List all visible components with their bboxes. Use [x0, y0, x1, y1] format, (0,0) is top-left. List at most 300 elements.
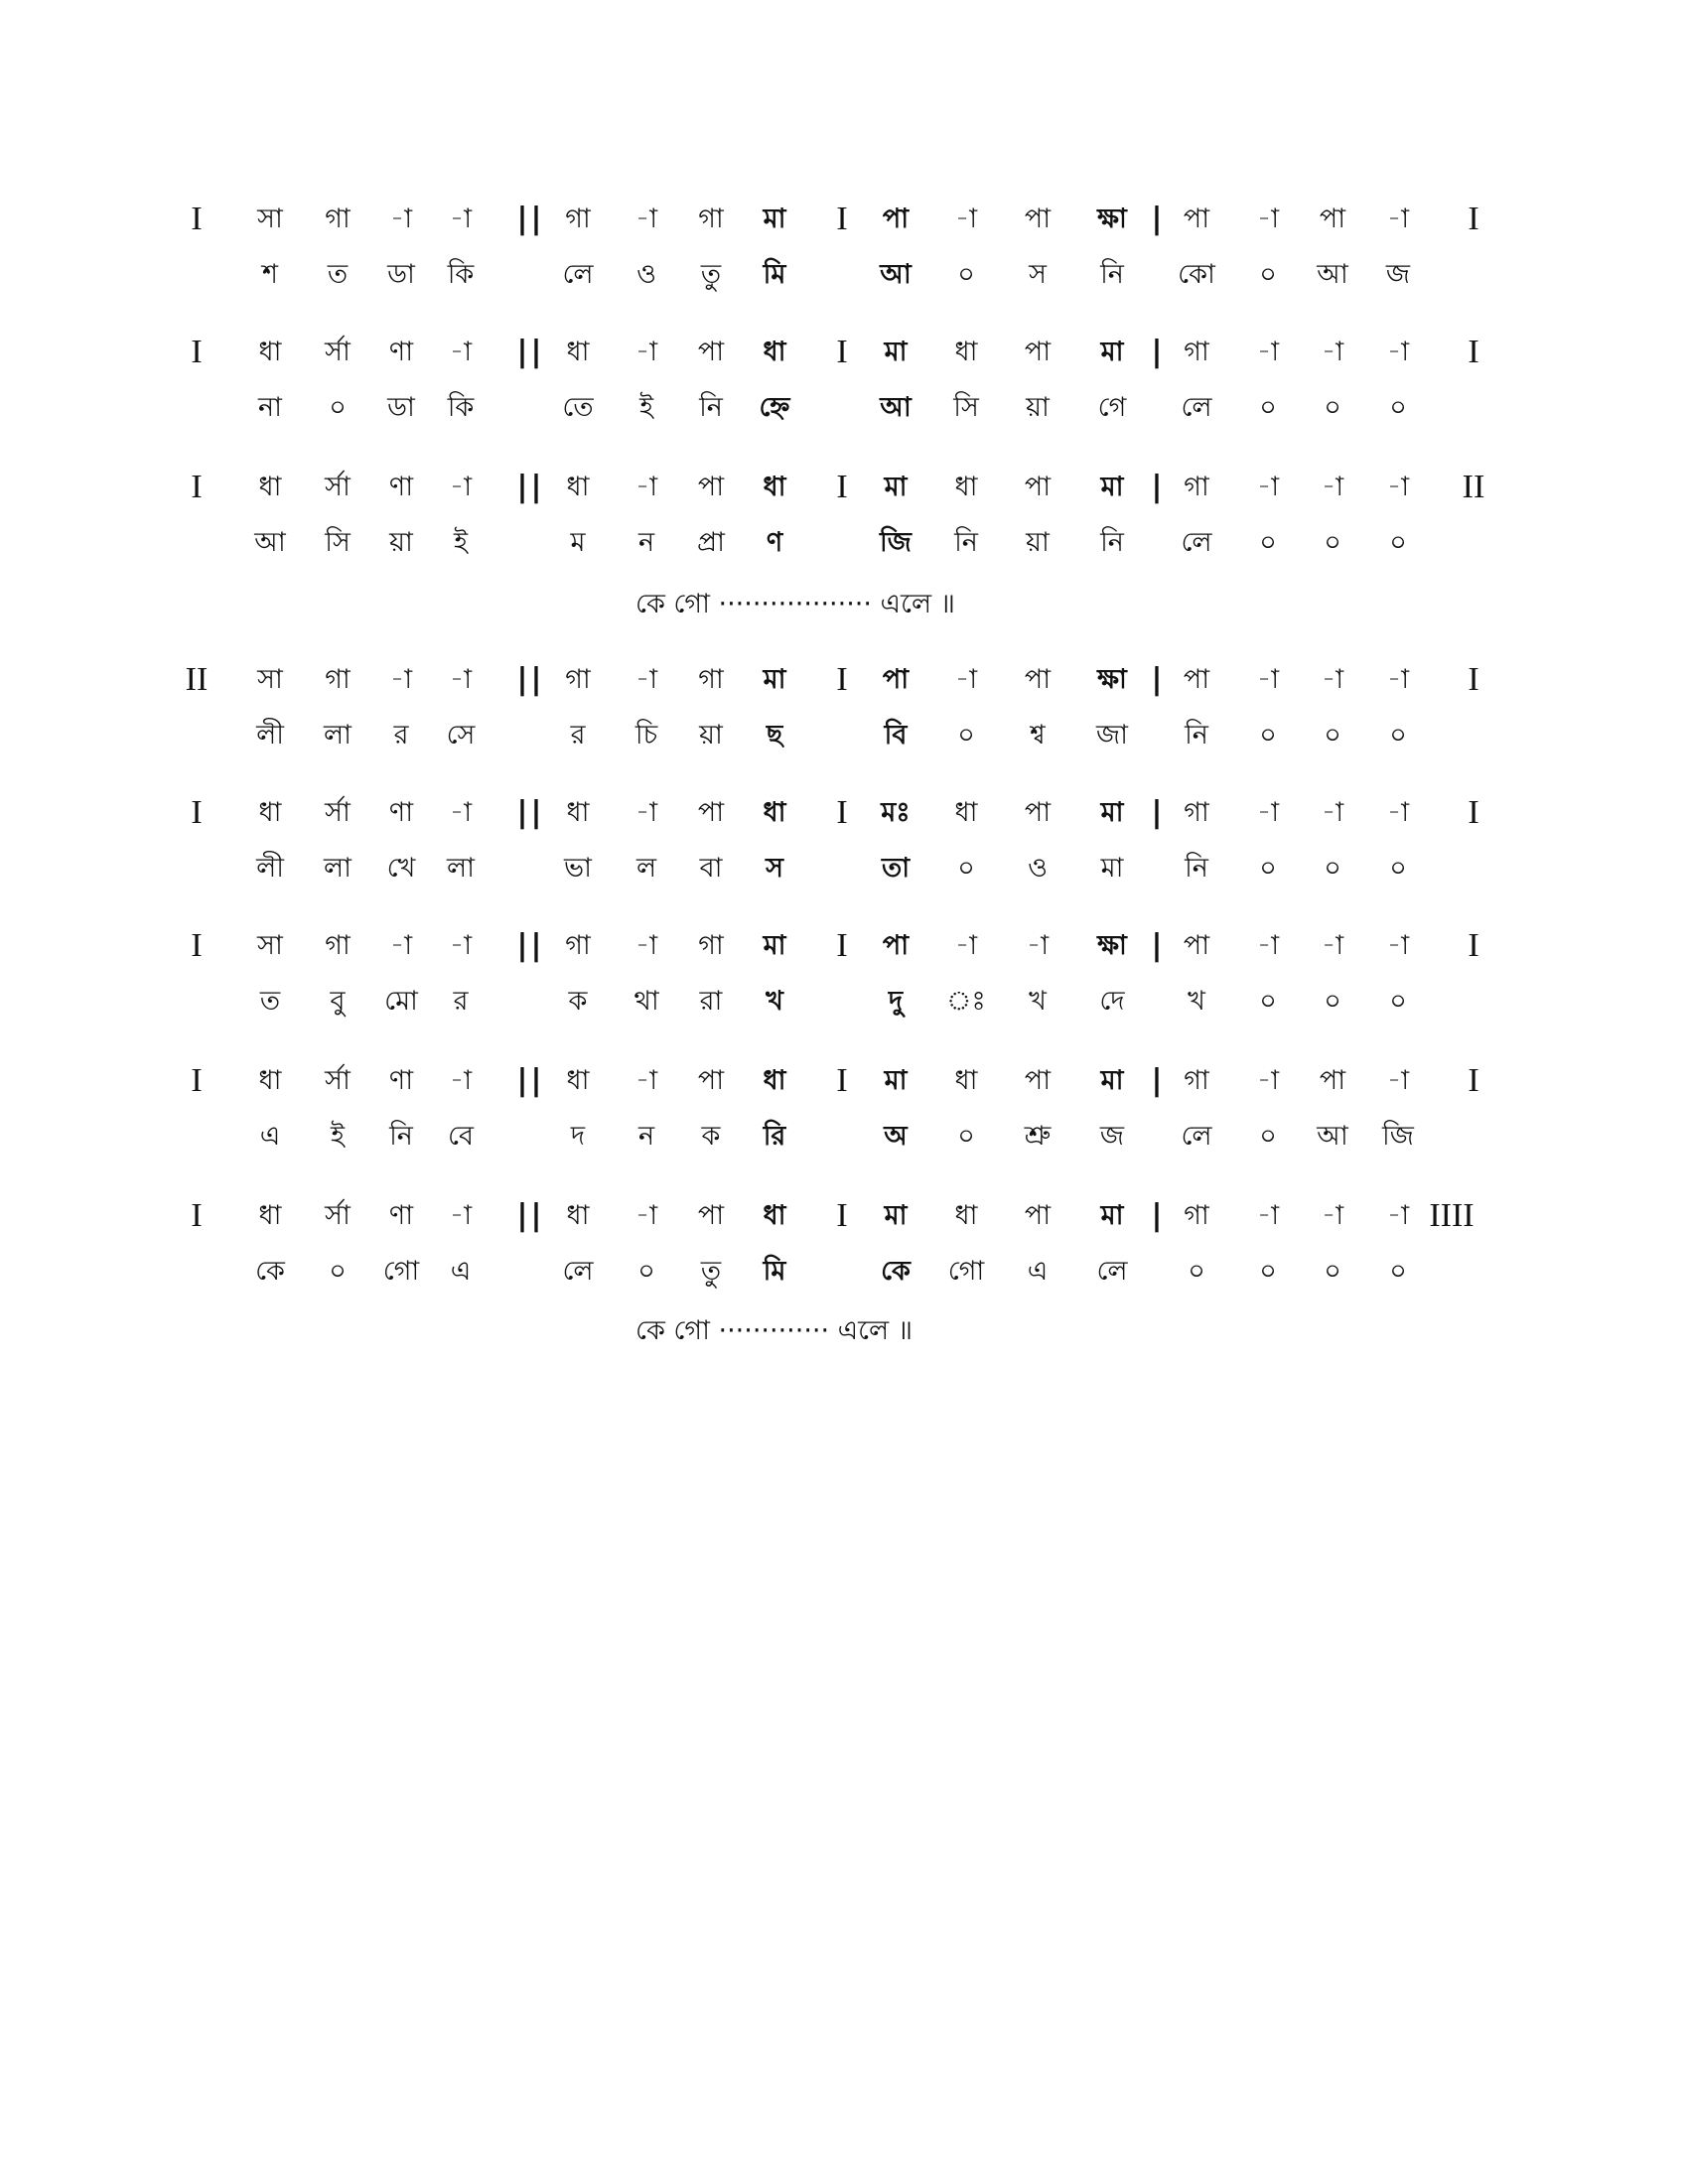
lyric-syllable: গো [382, 1256, 420, 1287]
lyric-syllable: ০ [329, 392, 347, 423]
note-symbol: মা [1100, 472, 1124, 502]
note-symbol: মা [884, 1065, 908, 1096]
note-symbol: গা [1184, 337, 1209, 367]
note-symbol: সা [257, 930, 283, 961]
lyric-syllable: এ [259, 1121, 281, 1152]
note-symbol: ধা [954, 1065, 978, 1096]
note-symbol: ক্ষা [1097, 930, 1127, 961]
note-symbol: ধা [258, 797, 282, 828]
note-symbol: -া [954, 930, 978, 961]
lyric-syllable: খ [1188, 986, 1205, 1017]
note-symbol: ণা [388, 337, 414, 367]
lyric-syllable: ০ [1389, 1256, 1407, 1287]
note-symbol: -া [634, 337, 658, 367]
lyric-syllable: ০ [1389, 527, 1407, 558]
note-symbol: গা [1184, 1200, 1209, 1231]
lyric-syllable: শ [262, 259, 278, 290]
note-symbol: গা [325, 930, 351, 961]
bar-marker: | [1151, 662, 1163, 697]
bar-marker: I [191, 927, 203, 964]
lyric-syllable: জ [1385, 259, 1411, 290]
note-symbol: -া [1256, 797, 1280, 828]
note-symbol: ধা [258, 1200, 282, 1231]
bar-marker: | [516, 202, 528, 236]
note-symbol: মা [1100, 1065, 1124, 1096]
note-symbol: গা [565, 664, 591, 695]
lyric-syllable: ম [570, 527, 586, 558]
note-symbol: -া [389, 204, 413, 234]
lyric-syllable: ০ [957, 259, 975, 290]
lyric-syllable: ন [637, 1121, 655, 1152]
lyric-syllable: মি [763, 1256, 786, 1287]
lyric-syllable: অ [884, 1121, 908, 1152]
lyric-syllable: লী [256, 853, 284, 884]
note-symbol: পা [1024, 337, 1052, 367]
lyric-syllable: ০ [1324, 720, 1341, 751]
notation-block [0, 465, 1688, 564]
note-symbol: -া [1386, 664, 1410, 695]
lyric-syllable: ০ [637, 1256, 655, 1287]
lyric-syllable: নি [699, 392, 723, 423]
note-symbol: -া [1386, 930, 1410, 961]
note-symbol: পা [697, 472, 725, 502]
notation-block [0, 1193, 1688, 1293]
note-symbol: গা [1184, 472, 1209, 502]
lyrics-line [0, 713, 1688, 758]
note-symbol: -া [1386, 797, 1410, 828]
note-symbol: পা [882, 204, 910, 234]
lyric-syllable: শ্রু [1024, 1121, 1052, 1152]
lyric-syllable: নি [389, 1121, 413, 1152]
note-symbol: ধা [258, 472, 282, 502]
bar-marker: I [1468, 201, 1479, 237]
lyric-syllable: য়া [1026, 392, 1050, 423]
bar-marker: I [191, 1062, 203, 1099]
lyric-syllable: খ [766, 986, 783, 1017]
lyric-syllable: মা [1100, 853, 1124, 884]
note-symbol: ক্ষা [1097, 664, 1127, 695]
lyric-syllable: ০ [1324, 1256, 1341, 1287]
note-symbol: -া [1386, 1200, 1410, 1231]
note-symbol: ণা [388, 472, 414, 502]
lyric-syllable: তু [700, 1256, 722, 1287]
note-symbol: -া [449, 797, 473, 828]
lyric-syllable: ০ [1259, 392, 1277, 423]
lyric-syllable: নি [1185, 853, 1208, 884]
note-symbol: র্সা [325, 1065, 351, 1096]
lyric-syllable: আ [880, 259, 912, 290]
lyric-syllable: ণ [766, 527, 783, 558]
lyric-syllable: র [570, 720, 586, 751]
lyric-syllable: য়া [699, 720, 723, 751]
bar-marker: I [191, 469, 203, 505]
note-symbol: -া [1256, 664, 1280, 695]
lyric-syllable: মি [763, 259, 786, 290]
note-symbol: ধা [566, 797, 590, 828]
swaralipi-line [0, 197, 1688, 242]
note-symbol: পা [1319, 204, 1346, 234]
lyric-syllable: ল [635, 853, 657, 884]
lyric-syllable: রা [699, 986, 723, 1017]
lyric-syllable: ও [1028, 853, 1048, 884]
note-symbol: -া [1321, 472, 1344, 502]
bar-marker: | [516, 795, 528, 830]
bar-marker: | [530, 1063, 542, 1098]
note-symbol: ধা [258, 337, 282, 367]
bar-marker: I [1468, 927, 1479, 964]
lyric-syllable: কি [447, 392, 475, 423]
bar-marker: II [185, 661, 209, 698]
lyric-syllable: র [393, 720, 409, 751]
lyric-syllable: ০ [1324, 986, 1341, 1017]
note-symbol: পা [1183, 204, 1210, 234]
lyric-syllable: হ্নে [759, 392, 790, 423]
lyric-syllable: খে [386, 853, 416, 884]
bar-marker: | [1151, 928, 1163, 963]
lyric-syllable: ০ [1389, 986, 1407, 1017]
note-symbol: -া [449, 337, 473, 367]
note-symbol: -া [449, 472, 473, 502]
note-symbol: মা [884, 1200, 908, 1231]
lyric-syllable: লা [447, 853, 475, 884]
lyric-syllable: ০ [1324, 527, 1341, 558]
note-symbol: -া [634, 930, 658, 961]
swaralipi-line [0, 1193, 1688, 1239]
lyric-syllable: জি [1382, 1121, 1414, 1152]
bar-marker: | [530, 795, 542, 830]
note-symbol: র্সা [325, 337, 351, 367]
note-symbol: মঃ [881, 797, 911, 828]
note-symbol: ণা [388, 1200, 414, 1231]
lyric-syllable: ০ [1324, 392, 1341, 423]
lyric-syllable: ০ [957, 853, 975, 884]
lyric-syllable: ছ [766, 720, 783, 751]
lyric-syllable: খ [1029, 986, 1047, 1017]
lyric-syllable: লে [562, 1256, 594, 1287]
swaralipi-line [0, 1058, 1688, 1104]
swaralipi-line [0, 465, 1688, 510]
bar-marker: | [1151, 795, 1163, 830]
note-symbol: ধা [954, 797, 978, 828]
note-symbol: র্সা [325, 797, 351, 828]
note-symbol: গা [325, 664, 351, 695]
lyric-syllable: লা [324, 853, 352, 884]
note-symbol: পা [697, 1200, 725, 1231]
bar-marker: I [836, 201, 848, 237]
notation-block [0, 790, 1688, 889]
note-symbol: পা [1183, 930, 1210, 961]
bar-marker: I [191, 1197, 203, 1234]
refrain-line: কে গো ············· এলে ॥ [635, 1315, 914, 1346]
lyric-syllable: নি [954, 527, 978, 558]
note-symbol: -া [634, 1065, 658, 1096]
lyrics-line [0, 520, 1688, 566]
lyric-syllable: ও [636, 259, 656, 290]
lyric-syllable: আ [1317, 259, 1348, 290]
lyrics-line [0, 1249, 1688, 1295]
notation-block [0, 330, 1688, 429]
note-symbol: -া [449, 664, 473, 695]
lyric-syllable: সি [325, 527, 351, 558]
swaralipi-line [0, 657, 1688, 703]
note-symbol: পা [1024, 797, 1052, 828]
lyrics-line [0, 846, 1688, 891]
lyric-syllable: লে [1181, 392, 1212, 423]
lyric-syllable: বু [330, 986, 346, 1017]
lyric-syllable: কে [881, 1256, 911, 1287]
note-symbol: মা [763, 664, 786, 695]
bar-marker: I [836, 794, 848, 831]
lyric-syllable: ০ [1259, 1121, 1277, 1152]
note-symbol: -া [1256, 337, 1280, 367]
lyric-syllable: ডা [387, 392, 415, 423]
lyric-syllable: গো [947, 1256, 985, 1287]
lyric-syllable: দে [1099, 986, 1125, 1017]
note-symbol: পা [1024, 664, 1052, 695]
note-symbol: পা [1024, 472, 1052, 502]
notation-block [0, 1058, 1688, 1158]
note-symbol: -া [1321, 797, 1344, 828]
note-symbol: ধা [954, 1200, 978, 1231]
note-symbol: -া [1256, 1200, 1280, 1231]
bar-marker: | [516, 662, 528, 697]
bar-marker: | [530, 335, 542, 369]
note-symbol: -া [634, 664, 658, 695]
lyric-syllable: র [453, 986, 469, 1017]
bar-marker: I [191, 334, 203, 370]
note-symbol: ধা [954, 472, 978, 502]
lyric-syllable: থা [633, 986, 659, 1017]
note-symbol: -া [449, 930, 473, 961]
lyric-syllable: জি [880, 527, 912, 558]
bar-marker: | [1151, 1063, 1163, 1098]
bar-marker: | [1151, 335, 1163, 369]
note-symbol: পা [1024, 204, 1052, 234]
bar-marker: I [836, 661, 848, 698]
note-symbol: -া [1386, 204, 1410, 234]
note-symbol: গা [1184, 1065, 1209, 1096]
lyric-syllable: মো [384, 986, 418, 1017]
lyric-syllable: ই [453, 527, 469, 558]
lyric-syllable: চি [634, 720, 658, 751]
lyric-syllable: স [766, 853, 783, 884]
note-symbol: ধা [763, 797, 786, 828]
note-symbol: মা [763, 204, 786, 234]
note-symbol: -া [389, 930, 413, 961]
lyric-syllable: বে [448, 1121, 474, 1152]
note-symbol: -া [1321, 930, 1344, 961]
lyric-syllable: লা [324, 720, 352, 751]
bar-marker: | [530, 928, 542, 963]
lyric-syllable: বি [884, 720, 908, 751]
lyric-syllable: এ [1027, 1256, 1049, 1287]
lyric-syllable: ০ [329, 1256, 347, 1287]
lyric-syllable: স [1029, 259, 1047, 290]
note-symbol: মা [884, 337, 908, 367]
bar-marker: I [836, 1062, 848, 1099]
lyric-syllable: দ [570, 1121, 586, 1152]
note-symbol: পা [1024, 1065, 1052, 1096]
note-symbol: ধা [566, 337, 590, 367]
lyrics-line [0, 1114, 1688, 1160]
lyric-syllable: তা [881, 853, 911, 884]
note-symbol: পা [1024, 1200, 1052, 1231]
note-symbol: মা [884, 472, 908, 502]
note-symbol: গা [698, 930, 724, 961]
lyric-syllable: ত [259, 986, 281, 1017]
bar-marker: I [836, 1197, 848, 1234]
bar-marker: I [1468, 794, 1479, 831]
swaralipi-line [0, 923, 1688, 969]
bar-marker: I [1468, 334, 1479, 370]
note-symbol: -া [1321, 1200, 1344, 1231]
lyric-syllable: ০ [1389, 853, 1407, 884]
lyric-syllable: ডা [387, 259, 415, 290]
note-symbol: গা [565, 204, 591, 234]
lyric-syllable: য়া [1026, 527, 1050, 558]
bar-marker: II [1462, 469, 1485, 505]
lyric-syllable: ০ [1259, 720, 1277, 751]
bar-marker: | [530, 202, 542, 236]
note-symbol: -া [389, 664, 413, 695]
lyrics-line [0, 979, 1688, 1024]
note-symbol: -া [1256, 204, 1280, 234]
bar-marker: I [191, 794, 203, 831]
note-symbol: পা [697, 337, 725, 367]
note-symbol: -া [954, 664, 978, 695]
note-symbol: -া [1386, 472, 1410, 502]
notation-block [0, 657, 1688, 756]
note-symbol: -া [1256, 930, 1280, 961]
lyrics-line [0, 252, 1688, 298]
bar-marker: I [1468, 661, 1479, 698]
note-symbol: গা [565, 930, 591, 961]
note-symbol: ণা [388, 1065, 414, 1096]
lyric-syllable: নি [1185, 720, 1208, 751]
note-symbol: পা [1183, 664, 1210, 695]
bar-marker: | [516, 1198, 528, 1233]
lyric-syllable: ত [327, 259, 349, 290]
note-symbol: পা [882, 930, 910, 961]
note-symbol: -া [449, 204, 473, 234]
note-symbol: -া [449, 1200, 473, 1231]
note-symbol: গা [1184, 797, 1209, 828]
note-symbol: -া [1321, 337, 1344, 367]
lyric-syllable: লে [1096, 1256, 1128, 1287]
note-symbol: ধা [566, 1200, 590, 1231]
swaralipi-line [0, 790, 1688, 836]
lyric-syllable: লে [562, 259, 594, 290]
note-symbol: ধা [763, 1065, 786, 1096]
bar-marker: | [516, 470, 528, 504]
lyric-syllable: ই [330, 1121, 346, 1152]
note-symbol: -া [634, 204, 658, 234]
notation-block [0, 923, 1688, 1023]
note-symbol: -া [634, 472, 658, 502]
swaralipi-line [0, 330, 1688, 375]
lyric-syllable: ০ [957, 720, 975, 751]
note-symbol: -া [1256, 1065, 1280, 1096]
bar-marker: | [1151, 470, 1163, 504]
lyric-syllable: বা [699, 853, 723, 884]
note-symbol: -া [1386, 337, 1410, 367]
bar-marker: | [530, 662, 542, 697]
bar-marker: I [836, 927, 848, 964]
bar-marker: I [836, 469, 848, 505]
note-symbol: সা [257, 664, 283, 695]
lyric-syllable: কে [255, 1256, 285, 1287]
bar-marker: | [530, 470, 542, 504]
lyric-syllable: ০ [1259, 527, 1277, 558]
lyric-syllable: ক [568, 986, 588, 1017]
note-symbol: -া [1386, 1065, 1410, 1096]
lyric-syllable: কি [447, 259, 475, 290]
note-symbol: ণা [388, 797, 414, 828]
note-symbol: -া [449, 1065, 473, 1096]
lyric-syllable: গে [1097, 392, 1127, 423]
bar-marker: | [530, 1198, 542, 1233]
note-symbol: পা [1319, 1065, 1346, 1096]
lyric-syllable: আ [1317, 1121, 1348, 1152]
lyric-syllable: আ [254, 527, 286, 558]
note-symbol: গা [325, 204, 351, 234]
lyrics-line [0, 385, 1688, 431]
note-symbol: -া [1026, 930, 1050, 961]
bar-marker: | [516, 335, 528, 369]
note-symbol: পা [882, 664, 910, 695]
lyric-syllable: ন [637, 527, 655, 558]
lyric-syllable: নি [1100, 527, 1124, 558]
note-symbol: ধা [566, 472, 590, 502]
lyric-syllable: তু [700, 259, 722, 290]
lyric-syllable: ক [701, 1121, 721, 1152]
note-symbol: পা [697, 1065, 725, 1096]
bar-marker: | [1151, 202, 1163, 236]
lyric-syllable: কো [1178, 259, 1215, 290]
refrain-line: কে গো ·················· এলে ॥ [635, 589, 955, 619]
note-symbol: র্সা [325, 472, 351, 502]
note-symbol: পা [697, 797, 725, 828]
lyric-syllable: ০ [1259, 259, 1277, 290]
bar-marker: | [516, 1063, 528, 1098]
lyric-syllable: ০ [1188, 1256, 1205, 1287]
bar-marker: I [191, 201, 203, 237]
note-symbol: -া [634, 797, 658, 828]
notation-block [0, 197, 1688, 296]
lyric-syllable: প্রা [697, 527, 725, 558]
note-symbol: মা [1100, 797, 1124, 828]
lyric-syllable: ভা [564, 853, 592, 884]
note-symbol: ক্ষা [1097, 204, 1127, 234]
note-symbol: ধা [566, 1065, 590, 1096]
note-symbol: ধা [954, 337, 978, 367]
lyric-syllable: শ্ব [1030, 720, 1046, 751]
lyric-syllable: নি [1100, 259, 1124, 290]
lyric-syllable: ০ [1389, 392, 1407, 423]
note-symbol: সা [257, 204, 283, 234]
lyric-syllable: ০ [1259, 853, 1277, 884]
note-symbol: গা [698, 204, 724, 234]
note-symbol: -া [1256, 472, 1280, 502]
note-symbol: ধা [763, 1200, 786, 1231]
note-symbol: -া [634, 1200, 658, 1231]
lyric-syllable: লে [1181, 1121, 1212, 1152]
lyric-syllable: লী [256, 720, 284, 751]
note-symbol: মা [763, 930, 786, 961]
lyric-syllable: ০ [1324, 853, 1341, 884]
bar-marker: I [836, 334, 848, 370]
lyric-syllable: জ [1099, 1121, 1125, 1152]
